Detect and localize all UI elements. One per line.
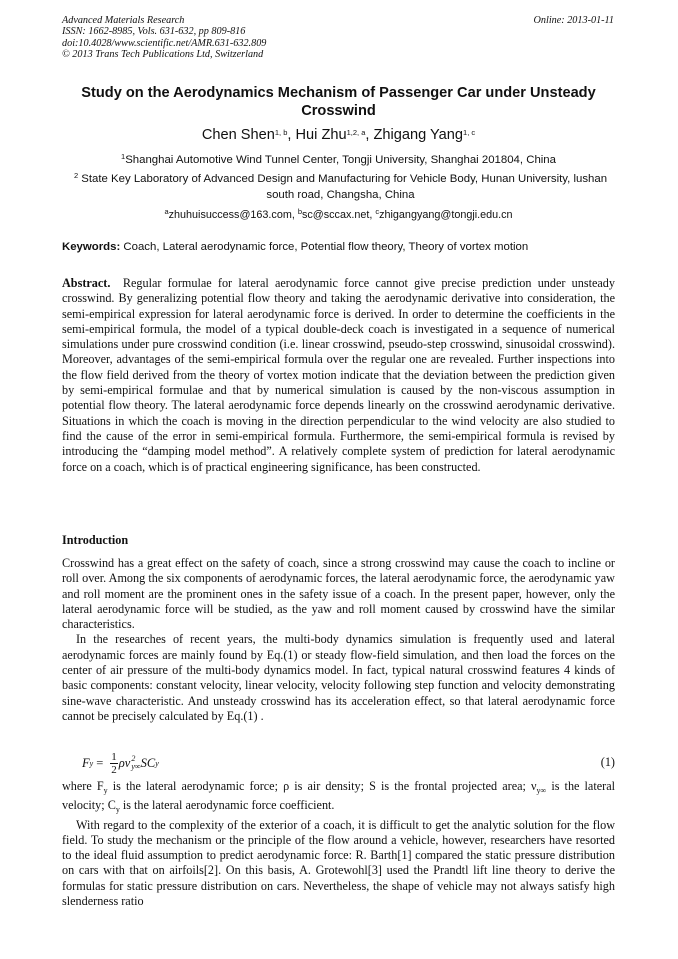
eq-velocity-indices <box>131 755 140 771</box>
issn-line: ISSN: 1662-8985, Vols. 631-632, pp 809-816 <box>62 26 246 38</box>
eq-area: S <box>140 755 147 770</box>
eq-velocity-sub: y∞ <box>131 762 141 771</box>
affiliation-text: Shanghai Automotive Wind Tunnel Center, Tongji University, Shanghai 201804, China <box>125 154 556 166</box>
eq-velocity: v <box>124 755 131 770</box>
keywords-text: Coach, Lateral aerodynamic force, Potential flow theory, Theory of vortex motion <box>123 241 529 253</box>
intro-paragraph-4: With regard to the complexity of the exterior of a coach, it is difficult to get the analytic solution for the flow field. To study the mechanism or the principle of the flow around a vehicle, however, researchers have resorted to the ideal fluid assumption to predict aerodynamic force: R. Barth[1] compared the static pressure distribution on cars with that on airfoils[2]. On this basis, A. Grotewohl[3] used the Prandtl lift line theory to derive the formulas for static pressure distribution on cars. Nevertheless, the shape of vehicle may not always satisfy high slenderness ratio <box>62 817 615 909</box>
author-name: Hui Zhu <box>295 127 347 143</box>
eq-fraction <box>110 751 118 776</box>
affiliation-2 <box>66 168 615 203</box>
online-date: Online: 2013-01-11 <box>533 15 614 26</box>
paper-title: Study on the Aerodynamics Mechanism of Passenger Car under Unsteady Crosswind <box>81 85 596 119</box>
author-affil-marker: 1,2, a <box>346 128 366 137</box>
eq-force-symbol: F <box>82 755 90 770</box>
eq-denominator: 2 <box>111 763 117 776</box>
p3-sub-2: y∞ <box>536 786 547 795</box>
eq-coefficient: C <box>146 755 156 770</box>
p3-text-1: where F <box>62 779 104 793</box>
p3-sub-3: y <box>115 805 120 815</box>
p3-text-2: is the lateral aerodynamic force; ρ is air density; S is the frontal projected area; ν <box>107 779 537 793</box>
p3-text-3: is the lateral velocity; C <box>62 779 615 813</box>
email-link[interactable]: zhigangyang@tongji.edu.cn <box>379 209 513 221</box>
abstract <box>62 276 615 475</box>
affiliation-1 <box>62 149 615 169</box>
keywords-label: Keywords: <box>62 241 121 253</box>
eq-velocity-sup: 2 <box>131 754 136 763</box>
eq-force-subscript: y <box>89 758 94 768</box>
author-name: Zhigang Yang <box>373 127 464 143</box>
email-marker: c <box>375 207 380 216</box>
affiliation-text: State Key Laboratory of Advanced Design and Manufacturing for Vehicle Body, Hunan University, lushan south road, Changsha, China <box>81 173 608 201</box>
eq-equals: = <box>96 755 104 770</box>
author-affil-marker: 1, b <box>274 128 288 137</box>
p3-sub-1: y <box>103 786 108 795</box>
email-separator: , <box>291 209 298 221</box>
email-marker: a <box>164 207 169 216</box>
email-link[interactable]: zhuhuisuccess@163.com <box>168 209 292 221</box>
email-marker: b <box>297 207 302 216</box>
affiliation-marker: 2 <box>73 171 79 180</box>
equation-number: (1) <box>600 755 615 769</box>
journal-name: Advanced Materials Research <box>62 15 185 26</box>
copyright-line: © 2013 Trans Tech Publications Ltd, Switzerland <box>62 49 264 61</box>
intro-paragraph-1: Crosswind has a great effect on the safety of coach, since a strong crosswind may cause the coach to incline or roll over. Among the six components of aerodynamic forces, the lateral aerodynamic force, the aerodynamic yaw and roll moment are the prominent ones in the safety issue of a coach. In the present paper, however, only the lateral aerodynamic force will be studied, as the yaw and roll moment caused by crosswind have the similar characteristics. <box>62 556 615 632</box>
email-list <box>62 205 615 222</box>
eq-numerator: 1 <box>111 750 117 763</box>
intro-paragraph-3 <box>62 779 615 818</box>
p3-text-4: is the lateral aerodynamic force coefficient. <box>119 798 335 813</box>
journal-header <box>62 15 266 61</box>
abstract-text: Regular formulae for lateral aerodynamic force cannot give precise prediction under unsteady crosswind. By generalizing potential flow theory and taking the aerodynamic derivative into consideration, the semi-empirical expression for lateral aerodynamic force is derived. In order to determine the coefficients in the semi-empirical formula, the model of a typical double-deck coach is investigated in a sequence of numerical simulations under pure crosswind condition (i.e. linear crosswind, pseudo-step crosswind, sinusoidal crosswind). Moreover, advantages of the semi-empirical formula over the regular one are revealed. Further inspections into the flow field derived from the theory of vortex motion indicate that the deviation between the prediction given by semi-empirical formulae and that by numerical simulation is caused by the non-viscous assumption in potential flow theory. The lateral aerodynamic force depends linearly on the crosswind aerodynamic derivative. Situations in which the coach is moving in the direction perpendicular to the wind velocity are also studied to find the cause of the error in semi-empirical formula. Furthermore, the semi-empirical formula is revised by introducing the “damping model method”. A relatively complete system of prediction for lateral aerodynamic force on a coach, which is of practical engineering significance, has been constructed. <box>62 276 615 474</box>
author-separator: , <box>365 127 374 143</box>
section-heading: Introduction <box>62 533 129 547</box>
author-affil-marker: 1, c <box>463 128 476 137</box>
equation-body <box>82 748 159 778</box>
intro-paragraphs-bottom <box>62 779 615 909</box>
intro-paragraphs-top <box>62 556 615 724</box>
eq-rho: ρ <box>118 755 125 770</box>
affiliation-marker: 1 <box>121 152 126 161</box>
author-name: Chen Shen <box>201 127 275 143</box>
abstract-label: Abstract. <box>62 276 111 290</box>
doi-line: doi:10.4028/www.scientific.net/AMR.631-632.809 <box>62 37 267 49</box>
equation-1 <box>62 748 615 778</box>
author-list <box>62 124 615 144</box>
email-link[interactable]: sc@sccax.net <box>302 209 370 221</box>
author-separator: , <box>287 127 296 143</box>
intro-paragraph-2: In the researches of recent years, the multi-body dynamics simulation is frequently used and lateral aerodynamic forces are mainly found by Eq.(1) or steady flow-field simulation, and then load the forces on the center of air pressure of the multi-body dynamics model. In fact, typical natural crosswind features 4 kinds of basic components: constant velocity, linear velocity, velocity following step function and velocity demonstrating sine-wave characteristic. And unsteady crosswind has its acceleration effect, so that lateral aerodynamic force cannot be precisely calculated by Eq.(1) . <box>62 632 615 723</box>
keywords <box>62 240 615 255</box>
email-separator: , <box>369 209 376 221</box>
eq-coefficient-subscript: y <box>155 758 159 768</box>
